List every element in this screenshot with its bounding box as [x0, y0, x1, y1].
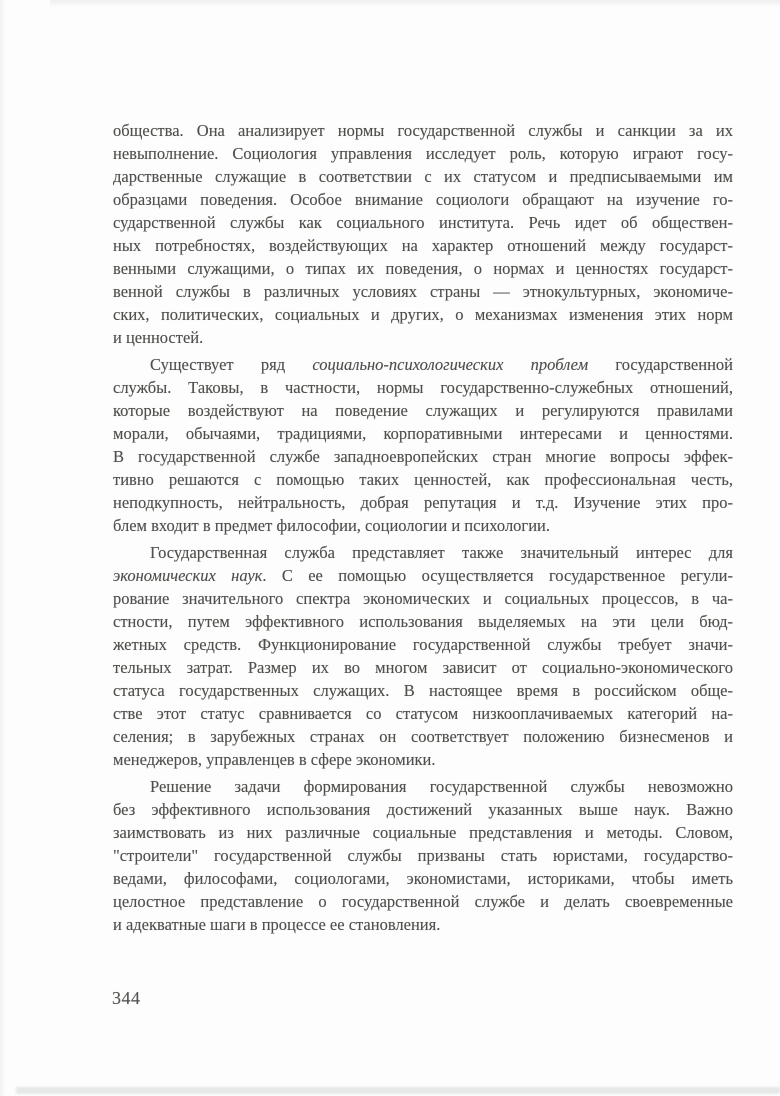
text-line: блем входит в предмет философии, социологии и психологии. — [113, 516, 550, 535]
text-line: ведами, философами, социологами, экономистами, историками, чтобы иметь — [113, 869, 733, 888]
text-line: и ценностей. — [113, 328, 204, 347]
text-line: стве этот статус сравнивается со статусом низкооплачиваемых категорий на- — [113, 704, 733, 723]
text-line: венной службы в различных условиях страны — этнокультурных, экономиче- — [113, 282, 733, 301]
paragraph — [113, 119, 733, 349]
paragraph — [113, 775, 733, 936]
text-line: дарственные служащие в соответствии с их статусом и предписываемыми им — [113, 167, 733, 186]
text-line: невыполнение. Социология управления исследует роль, которую играют госу- — [113, 144, 733, 163]
text-line: статуса государственных служащих. В настоящее время в российском обще- — [113, 681, 733, 700]
text-line: службы. Таковы, в частности, нормы государственно-служебных отношений, — [113, 378, 733, 397]
text-line: В государственной службе западноевропейских стран многие вопросы эффек- — [113, 447, 733, 466]
text-line: "строители" государственной службы призваны стать юристами, государство- — [113, 846, 733, 865]
text-line: стности, путем эффективного использования выделяемых на эти цели бюд- — [113, 612, 733, 631]
paragraph — [113, 353, 733, 537]
text-line: Существует ряд социально-психологических проблем государственной — [150, 355, 733, 374]
text-line: морали, обычаями, традициями, корпоративными интересами и ценностями. — [113, 424, 733, 443]
text-line: образцами поведения. Особое внимание социологи обращают на изучение го- — [113, 190, 733, 209]
text-line: венными служащими, о типах их поведения, о нормах и ценностях государст- — [113, 259, 733, 278]
text-line: селения; в зарубежных странах он соответствует положению бизнесменов и — [113, 727, 733, 746]
text-line: и адекватные шаги в процессе ее становления. — [113, 915, 441, 934]
text-line: общества. Она анализирует нормы государственной службы и санкции за их — [113, 121, 733, 140]
text-line: экономических наук. С ее помощью осуществляется государственное регули- — [113, 566, 733, 585]
text-line: заимствовать из них различные социальные представления и методы. Словом, — [113, 823, 733, 842]
scan-edge-top — [50, 0, 780, 7]
page-number: 344 — [112, 988, 141, 1008]
text-line: сударственной службы как социального института. Речь идет об обществен- — [113, 213, 733, 232]
paragraph — [113, 541, 733, 771]
text-line: ских, политических, социальных и других, о механизмах изменения этих норм — [113, 305, 733, 324]
scan-edge-bottom — [16, 1087, 780, 1094]
text-line: жетных средств. Функционирование государственной службы требует значи- — [113, 635, 733, 654]
text-line: без эффективного использования достижений указанных выше наук. Важно — [113, 800, 733, 819]
text-line: Государственная служба представляет также значительный интерес для — [150, 543, 733, 562]
text-line: которые воздействуют на поведение служащих и регулируются правилами — [113, 401, 733, 420]
text-line: целостное представление о государственной службе и делать своевременные — [113, 892, 733, 911]
text-line: неподкупность, нейтральность, добрая репутация и т.д. Изучение этих про- — [113, 493, 733, 512]
text-line: менеджеров, управленцев в сфере экономики. — [113, 750, 436, 769]
text-line: Решение задачи формирования государственной службы невозможно — [150, 777, 733, 796]
page-text — [113, 119, 733, 936]
scan-edge-left — [0, 0, 6, 1096]
text-line: тивно решаются с помощью таких ценностей, как профессиональная честь, — [113, 470, 733, 489]
text-line: ных потребностях, воздействующих на характер отношений между государст- — [113, 236, 733, 255]
text-line: тельных затрат. Размер их во многом зависит от социально-экономического — [113, 658, 733, 677]
text-line: рование значительного спектра экономических и социальных процессов, в ча- — [113, 589, 733, 608]
